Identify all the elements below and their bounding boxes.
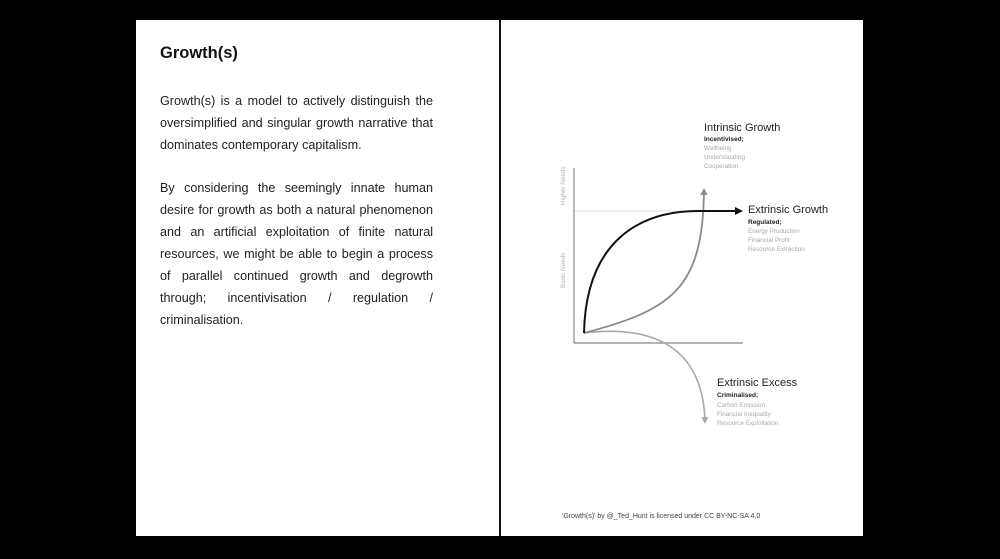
extrinsic-growth-item: Resource Extraction	[748, 246, 805, 253]
extrinsic-excess-item: Financial Inequality	[717, 411, 771, 418]
extrinsic-excess-item: Resource Exploitation	[717, 420, 779, 427]
intrinsic-growth-item: Understanding	[704, 154, 745, 161]
page-title: Growth(s)	[160, 44, 238, 62]
intrinsic-growth-item: Wellbeing	[704, 145, 732, 152]
right-page	[501, 20, 863, 536]
intrinsic-growth-item: Cooperation	[704, 163, 739, 170]
growth-diagram	[501, 20, 863, 536]
intro-paragraph: Growth(s) is a model to actively distinguish the oversimplified and singular growth narrative that dominates contemporary capitalism.	[160, 94, 433, 152]
extrinsic-excess-title: Extrinsic Excess	[717, 377, 798, 389]
body-paragraph: By considering the seemingly innate human desire for growth as both a natural phenomenon and an artificial exploitation of finite natural resources, we might be able to begin a process of parallel continued growth and degrowth through; incentivisation / regulation / criminalisation.	[160, 181, 433, 327]
extrinsic-growth-item: Financial Profit	[748, 237, 790, 244]
extrinsic-growth-status: Regulated;	[748, 219, 782, 226]
extrinsic-growth-title: Extrinsic Growth	[748, 204, 829, 216]
extrinsic-growth-item: Energy Production	[748, 228, 800, 235]
extrinsic-excess-curve	[584, 331, 705, 422]
license-credit: 'Growth(s)' by @_Ted_Hunt is licensed under CC BY-NC-SA 4.0	[562, 513, 761, 520]
axis-label-basic-needs: Basic Needs	[560, 252, 567, 288]
left-page	[136, 20, 499, 536]
extrinsic-excess-status: Criminalised;	[717, 392, 759, 399]
extrinsic-excess-item: Carbon Emission	[717, 402, 765, 409]
intrinsic-growth-title: Intrinsic Growth	[704, 122, 781, 134]
intrinsic-growth-status: Incentivised;	[704, 136, 744, 143]
axis-label-higher-needs: Higher Needs	[560, 166, 567, 205]
extrinsic-growth-curve	[584, 211, 741, 333]
